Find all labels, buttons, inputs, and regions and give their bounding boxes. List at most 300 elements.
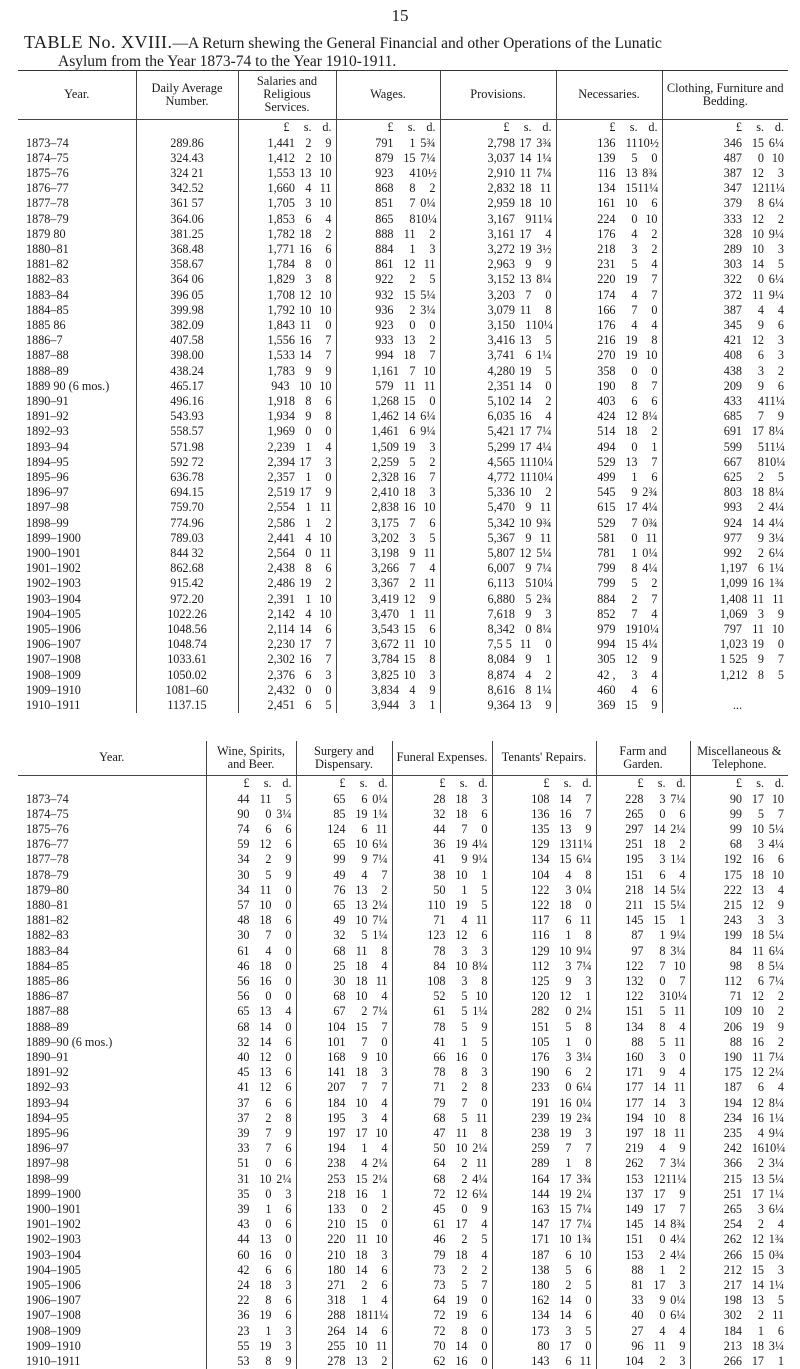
pounds-value: 215 — [723, 1171, 742, 1186]
pounds-value: 46 — [433, 1232, 446, 1247]
shillings-value: 12 — [751, 989, 764, 1004]
money-cell — [492, 1065, 596, 1080]
pence-value: 0 — [285, 958, 292, 973]
daily-average-cell: 368.48 — [136, 242, 238, 257]
pence-value: 11 — [772, 591, 784, 606]
year-cell: 1878–79 — [26, 211, 69, 226]
pence-value: 6 — [285, 821, 292, 836]
year-cell: 1891–92 — [26, 409, 69, 424]
pounds-value: 41 — [433, 852, 446, 867]
shillings-value: 3 — [409, 698, 416, 713]
shillings-value: 4 — [361, 867, 368, 882]
money-cell — [662, 394, 788, 409]
money-cell — [296, 792, 392, 807]
shilling-unit: s. — [629, 119, 638, 134]
money-cell — [440, 668, 556, 683]
table-row — [18, 622, 788, 637]
shillings-value: 11 — [519, 469, 532, 484]
pounds-value: 161 — [597, 196, 616, 211]
shillings-value: 3 — [757, 606, 764, 621]
pounds-value: 151 — [625, 1004, 644, 1019]
money-cell — [596, 1217, 690, 1232]
shillings-value: 6 — [757, 1080, 764, 1095]
pounds-value: 4,772 — [487, 469, 515, 484]
shillings-value: 1 — [631, 469, 638, 484]
shillings-value: 19 — [625, 272, 638, 287]
pounds-value: 153 — [625, 1171, 644, 1186]
money-cell — [596, 959, 690, 974]
pounds-value: 803 — [723, 485, 742, 500]
money-cell — [206, 1248, 296, 1263]
pounds-value: 220 — [597, 272, 616, 287]
pence-value: 6 — [285, 1065, 292, 1080]
table-row — [18, 883, 788, 898]
pounds-value: 104 — [327, 1019, 346, 1034]
pounds-value: 99 — [333, 852, 346, 867]
pence-value: 7 — [585, 806, 592, 821]
shillings-value: 1 — [409, 606, 416, 621]
shillings-value: 9 — [525, 530, 532, 545]
pounds-value: 149 — [625, 1201, 644, 1216]
pence-value: 3¾ — [576, 1171, 592, 1186]
shillings-value: 4 — [631, 226, 638, 241]
pounds-value: 49 — [333, 913, 346, 928]
money-cell — [238, 546, 336, 561]
year-cell: 1901–1902 — [26, 1217, 81, 1232]
pounds-value: 289 — [531, 1156, 550, 1171]
pence-value: 8 — [481, 1080, 488, 1095]
pounds-value: 96 — [631, 1338, 644, 1353]
pence-value: 1 — [481, 867, 488, 882]
shillings-value: 16 — [559, 806, 572, 821]
shillings-value: 12 — [455, 1186, 468, 1201]
shillings-value: 10 — [355, 989, 368, 1004]
year-cell: 1908–1909 — [26, 667, 81, 682]
col-header-farm: Farm and Garden. — [596, 741, 690, 775]
pounds-value: 888 — [375, 226, 394, 241]
pounds-value: ... — [732, 698, 742, 713]
money-cell — [440, 652, 556, 667]
pounds-value: 171 — [625, 1065, 644, 1080]
pence-value: 6 — [381, 1323, 388, 1338]
shillings-value: 4 — [265, 943, 272, 958]
pence-value: 4 — [777, 302, 784, 317]
money-cell — [238, 424, 336, 439]
pence-value: 1¼ — [768, 1110, 784, 1125]
pence-value: 1 — [381, 1186, 388, 1201]
table-row — [18, 424, 788, 439]
shillings-value: 3 — [305, 196, 312, 211]
money-cell — [392, 989, 492, 1004]
table-row — [18, 1248, 788, 1263]
pence-value: 6 — [381, 1278, 388, 1292]
money-cell — [556, 394, 662, 409]
money-cell — [662, 379, 788, 394]
pence-value: 0 — [325, 469, 332, 484]
pounds-value: 1,784 — [267, 257, 295, 272]
shillings-value: 16 — [259, 973, 272, 988]
money-cell — [690, 989, 788, 1004]
money-cell — [238, 119, 336, 136]
shillings-value: 4 — [659, 1141, 666, 1156]
money-cell — [690, 868, 788, 883]
pence-value: 9¼ — [472, 852, 488, 867]
pounds-value: 187 — [531, 1247, 550, 1262]
pence-value: 10½ — [637, 135, 659, 150]
shillings-value: 8 — [757, 196, 764, 211]
money-cell — [440, 257, 556, 272]
money-cell — [662, 500, 788, 515]
pence-value: 4 — [481, 1217, 488, 1232]
pounds-value: 68 — [333, 989, 346, 1004]
shillings-value: 11 — [519, 165, 532, 180]
shillings-value: 19 — [259, 1308, 272, 1323]
pounds-value: 32 — [237, 1034, 250, 1049]
money-cell — [206, 928, 296, 943]
money-cell — [296, 898, 392, 913]
shillings-value: 6 — [265, 1095, 272, 1110]
pounds-value: 190 — [723, 1049, 742, 1064]
shillings-value: 7 — [265, 928, 272, 943]
pence-value: 8¼ — [536, 622, 552, 636]
money-cell — [492, 1263, 596, 1278]
pounds-value: 977 — [723, 530, 742, 545]
pounds-value: 122 — [625, 989, 644, 1004]
money-cell — [662, 151, 788, 166]
table-row — [18, 607, 788, 622]
money-cell — [206, 1324, 296, 1339]
year-cell: 1902–1903 — [26, 576, 81, 591]
pounds-value: 55 — [237, 1338, 250, 1353]
shillings-value: 1 — [305, 469, 312, 484]
pence-value: 6 — [285, 1262, 292, 1277]
money-cell — [336, 531, 440, 546]
pounds-value: 1,782 — [267, 226, 295, 241]
money-cell — [206, 883, 296, 898]
money-cell — [662, 136, 788, 151]
pounds-value: 218 — [597, 241, 616, 256]
col-header-year: Year. — [18, 71, 136, 119]
shillings-value: 19 — [355, 806, 368, 821]
shillings-value: 9 — [757, 530, 764, 545]
shillings-value: 5 — [461, 1278, 468, 1292]
pence-value: 0¼ — [372, 791, 388, 806]
shillings-value: 17 — [559, 1338, 572, 1353]
shillings-value: 10 — [355, 1095, 368, 1110]
pence-value: 9 — [429, 591, 436, 606]
money-cell — [556, 424, 662, 439]
year-cell: 1883–84 — [26, 287, 69, 302]
table-row — [18, 974, 788, 989]
pounds-value: 139 — [597, 150, 616, 165]
pence-value: 4 — [777, 1080, 784, 1095]
money-cell — [238, 622, 336, 637]
pence-value: 5 — [481, 882, 488, 897]
shillings-value: 13 — [625, 165, 638, 180]
shillings-value: 19 — [519, 363, 532, 378]
money-cell — [238, 409, 336, 424]
money-cell — [336, 151, 440, 166]
money-cell — [392, 775, 492, 792]
table-row — [18, 409, 788, 424]
pence-value: 1¾ — [576, 1232, 592, 1247]
shillings-value: 18 — [355, 1247, 368, 1262]
pounds-value: 242 — [723, 1141, 742, 1156]
pence-value: 0¼ — [576, 1095, 592, 1110]
money-cell — [392, 913, 492, 928]
shillings-value: 2 — [361, 1004, 368, 1019]
pence-value: 11¼ — [764, 393, 785, 408]
pounds-value: 85 — [333, 806, 346, 821]
pounds-value: 1,441 — [267, 135, 295, 150]
pounds-value: 68 — [729, 837, 742, 852]
money-cell — [206, 1232, 296, 1247]
shillings-value: 8 — [631, 378, 638, 393]
pounds-value: 105 — [531, 1034, 550, 1049]
pounds-value: 72 — [433, 1308, 446, 1323]
pence-value: 2 — [429, 181, 436, 196]
shillings-value: 12 — [519, 545, 532, 560]
shillings-value: 0 — [265, 1217, 272, 1232]
pence-value: 0 — [325, 257, 332, 272]
pence-value: 6¼ — [472, 1186, 488, 1201]
money-cell — [556, 257, 662, 272]
pence-value: 2¾ — [576, 1110, 592, 1125]
pence-value: 5¼ — [768, 821, 784, 836]
pence-value: 9¼ — [768, 226, 784, 241]
pence-value: 11 — [423, 545, 436, 560]
pence-value: 4 — [381, 1293, 388, 1308]
pence-value: 3¼ — [276, 806, 292, 821]
pence-value: 9 — [285, 1125, 292, 1140]
pounds-value: 218 — [327, 1186, 346, 1201]
shillings-value: 3 — [757, 363, 764, 378]
table-row — [18, 561, 788, 576]
money-cell — [690, 928, 788, 943]
money-cell — [556, 546, 662, 561]
money-cell — [662, 637, 788, 652]
money-cell — [662, 364, 788, 379]
pounds-value: 53 — [237, 1354, 250, 1369]
shillings-value: 14 — [355, 1262, 368, 1277]
pence-value: 0 — [481, 1293, 488, 1308]
table-row — [18, 1156, 788, 1171]
year-cell: 1899–1900 — [26, 1186, 81, 1201]
money-cell — [556, 607, 662, 622]
shillings-value: 10 — [455, 1141, 468, 1156]
pounds-value: 6,035 — [487, 409, 515, 424]
shillings-value: 18 — [403, 485, 416, 500]
pence-value: 0 — [285, 1049, 292, 1064]
pounds-value: 72 — [433, 1323, 446, 1338]
table-row — [18, 1141, 788, 1156]
shillings-value: 5 — [461, 1019, 468, 1034]
shillings-value: 10 — [751, 226, 764, 241]
pence-value: 9 — [285, 1354, 292, 1369]
pence-value: 11 — [375, 973, 388, 988]
pence-unit: d. — [426, 119, 436, 134]
pounds-value: 147 — [531, 1217, 550, 1232]
pence-value: 10 — [319, 165, 332, 180]
shillings-value: 16 — [751, 1110, 764, 1125]
pence-value: 5 — [585, 1323, 592, 1338]
shillings-value: 9 — [525, 561, 532, 576]
shillings-value: 19 — [751, 637, 764, 652]
money-cell — [596, 944, 690, 959]
pence-unit: d. — [542, 119, 552, 134]
pounds-value: 2,376 — [267, 667, 295, 682]
money-cell — [296, 775, 392, 792]
money-cell — [492, 928, 596, 943]
money-cell — [596, 974, 690, 989]
table-row — [18, 683, 788, 698]
pounds-value: 184 — [327, 1095, 346, 1110]
shillings-value: 7 — [409, 515, 416, 530]
pence-value: 2 — [777, 363, 784, 378]
pounds-value: 433 — [723, 393, 742, 408]
money-cell — [238, 242, 336, 257]
table-row — [18, 1278, 788, 1293]
pounds-value: 5,807 — [487, 545, 515, 560]
shillings-value: 8 — [525, 682, 532, 697]
shillings-value: 13 — [355, 1354, 368, 1369]
pounds-value: 5,299 — [487, 439, 515, 454]
money-cell — [690, 1217, 788, 1232]
pounds-value: 3,784 — [371, 652, 399, 667]
year-cell: 1900–1901 — [26, 1201, 81, 1216]
shillings-value: 1 — [565, 1034, 572, 1049]
pence-value: 5¼ — [670, 897, 686, 912]
pence-value: 0¾ — [768, 1247, 784, 1262]
money-cell — [238, 668, 336, 683]
shillings-value: 12 — [751, 165, 764, 180]
shillings-value: 11 — [625, 135, 638, 150]
year-cell: 1882–83 — [26, 928, 69, 943]
shillings-value: 14 — [559, 1293, 572, 1308]
money-cell — [296, 1339, 392, 1354]
pounds-value: 61 — [433, 1217, 446, 1232]
shillings-value: 3 — [757, 913, 764, 928]
money-cell — [296, 1248, 392, 1263]
shillings-value: 8 — [659, 943, 666, 958]
shillings-value: 14 — [259, 1019, 272, 1034]
shillings-value: 12 — [403, 257, 416, 272]
pence-value: 6 — [285, 913, 292, 928]
money-cell — [296, 1035, 392, 1050]
pounds-value: 88 — [729, 1034, 742, 1049]
shillings-value: 2 — [757, 1217, 764, 1232]
pounds-value: 235 — [723, 1125, 742, 1140]
pence-value: 2¼ — [768, 1065, 784, 1080]
table-row — [18, 852, 788, 867]
pence-value: 3 — [429, 439, 436, 454]
pence-value: 7 — [381, 1019, 388, 1034]
pence-value: 11 — [423, 606, 436, 621]
pence-value: 0 — [545, 637, 552, 652]
daily-average-cell: 694.15 — [136, 485, 238, 500]
money-cell — [392, 792, 492, 807]
shillings-value: 5 — [659, 1034, 666, 1049]
pence-value: 7¼ — [576, 1201, 592, 1216]
pounds-value: 112 — [724, 973, 742, 988]
table-row — [18, 455, 788, 470]
money-cell — [662, 485, 788, 500]
shilling-unit: s. — [756, 119, 764, 134]
shillings-value: 5 — [525, 576, 532, 591]
shillings-value: 12 — [259, 1080, 272, 1095]
table-1-body — [18, 119, 788, 713]
year-cell: 1906–1907 — [26, 1293, 81, 1308]
col-header-salaries: Salaries and Religious Services. — [238, 71, 336, 119]
shillings-value: 2 — [659, 1354, 666, 1369]
shillings-value: 8 — [409, 211, 416, 226]
money-cell — [690, 792, 788, 807]
pence-value: 7 — [325, 348, 332, 363]
money-cell — [296, 1354, 392, 1369]
shillings-value: 12 — [455, 928, 468, 943]
pence-value: 1 — [585, 989, 592, 1004]
money-cell — [556, 576, 662, 591]
year-cell: 1881–82 — [26, 257, 69, 272]
money-cell — [596, 1035, 690, 1050]
money-cell — [662, 576, 788, 591]
money-cell — [556, 592, 662, 607]
shillings-value: 18 — [751, 867, 764, 882]
money-cell — [336, 257, 440, 272]
pounds-value: 2,441 — [267, 530, 295, 545]
pounds-value: 3,079 — [487, 302, 515, 317]
pence-value: 10¼ — [637, 622, 659, 636]
money-cell — [690, 959, 788, 974]
money-cell — [492, 1080, 596, 1095]
money-cell — [336, 576, 440, 591]
pence-value: 11 — [539, 500, 552, 515]
pence-value: 1 — [429, 698, 436, 713]
pounds-value: 78 — [433, 1019, 446, 1034]
shillings-value: 6 — [305, 667, 312, 682]
shillings-value: 14 — [751, 1278, 764, 1292]
money-cell — [556, 348, 662, 363]
year-cell: 1884–85 — [26, 958, 69, 973]
shillings-value: 12 — [299, 287, 312, 302]
shillings-value: 13 — [559, 821, 572, 836]
shillings-value: 15 — [403, 622, 416, 636]
pounds-value: 109 — [723, 1004, 742, 1019]
pence-value: 9 — [679, 1186, 686, 1201]
pence-value: 8¼ — [768, 1095, 784, 1110]
shillings-value: 4 — [461, 913, 468, 928]
pence-value: 10½ — [415, 165, 437, 180]
table-2-body — [18, 775, 788, 1369]
daily-average-cell: 496.16 — [136, 394, 238, 409]
money-cell — [296, 1020, 392, 1035]
pounds-value: 176 — [531, 1049, 550, 1064]
shillings-value: 4 — [361, 1156, 368, 1171]
shillings-value: 0 — [265, 989, 272, 1004]
pounds-value: 3,543 — [371, 622, 399, 636]
money-cell — [596, 1156, 690, 1171]
pence-value: 0 — [545, 287, 552, 302]
table-row — [18, 546, 788, 561]
money-cell — [440, 500, 556, 515]
pounds-value: 254 — [723, 1217, 742, 1232]
shillings-value: 1 — [525, 317, 532, 332]
money-cell — [492, 1324, 596, 1339]
shillings-value: 11 — [752, 943, 764, 958]
money-cell — [206, 1308, 296, 1323]
pounds-value: 134 — [625, 1019, 644, 1034]
pence-value: 6 — [651, 469, 658, 484]
